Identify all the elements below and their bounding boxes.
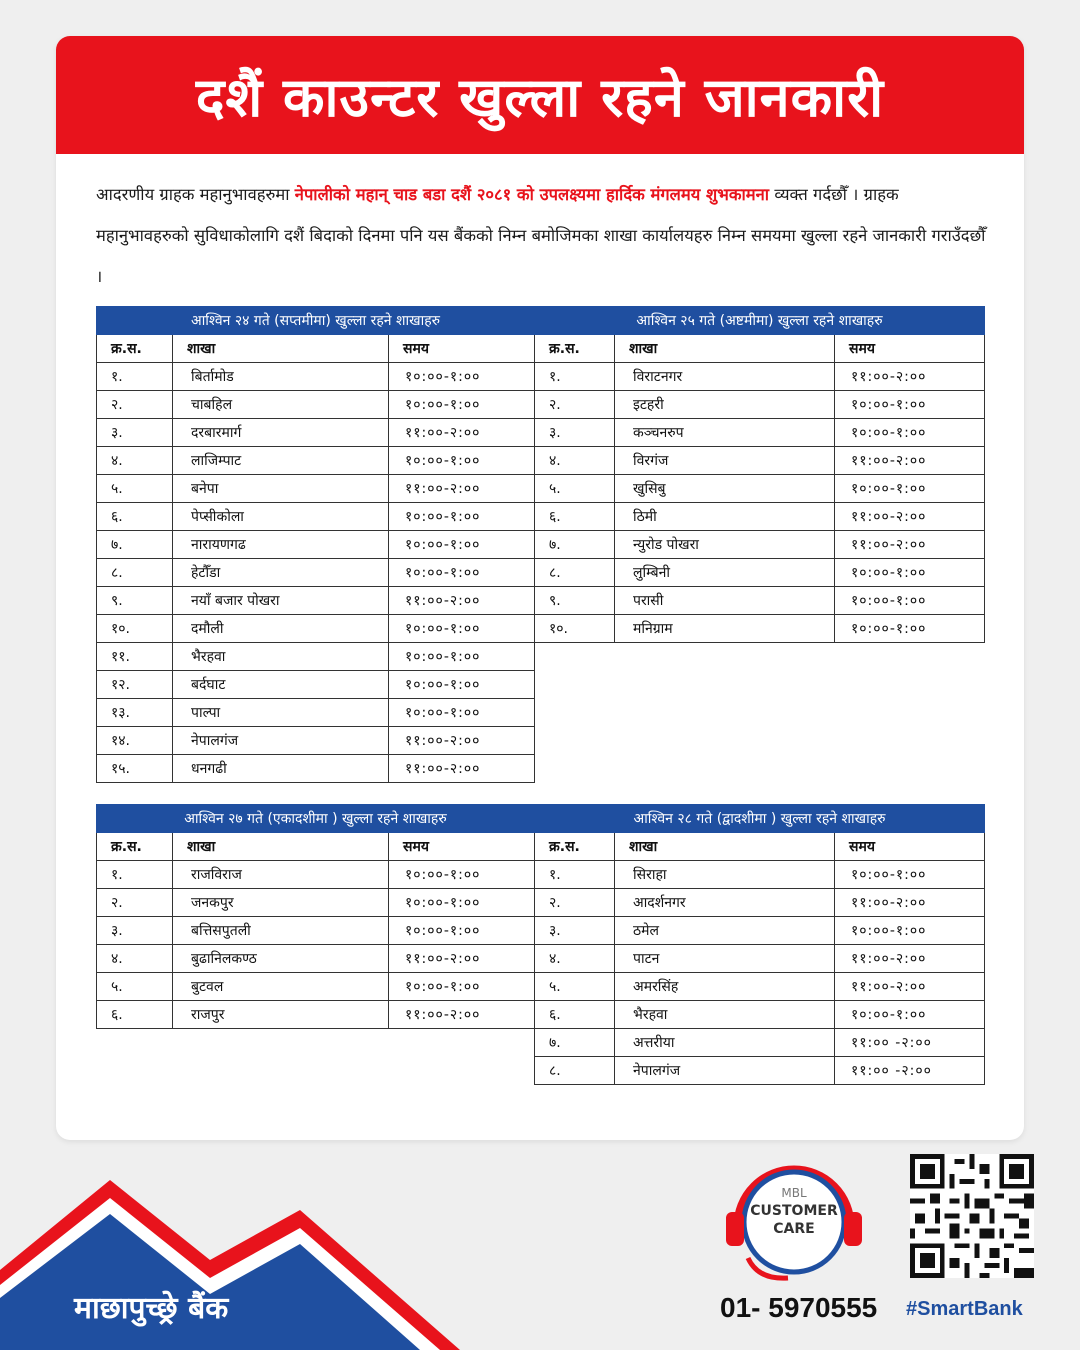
schedule-table-2 (534, 306, 985, 643)
table-caption: आश्विन २४ गते (सप्तमीमा) खुल्ला रहने शाखाहरु (97, 307, 535, 335)
serial-cell: ११. (97, 643, 173, 671)
schedule-table-3 (96, 804, 535, 1029)
column-header-time: समय (835, 833, 985, 861)
serial-cell: ८. (535, 1057, 615, 1085)
table-row (535, 917, 985, 945)
branch-cell: परासी (615, 587, 835, 615)
column-header-time: समय (835, 335, 985, 363)
serial-cell: ४. (535, 945, 615, 973)
intro-text-2: व्यक्त गर्दछौँ । ग्राहक महानुभावहरुको सुविधाकोलागि दशैं बिदाको दिनमा पनि यस बैंकको निम्न बमोजिमका शाखा कार्यालयहरु निम्न समयमा खुल्ला रहने जानकारी गराउँदछौँ । (96, 185, 986, 286)
branch-cell: नारायणगढ (173, 531, 389, 559)
schedule-table-1 (96, 306, 535, 783)
serial-cell: १०. (535, 615, 615, 643)
serial-cell: ३. (97, 917, 173, 945)
table-row (97, 755, 535, 783)
table-row (535, 363, 985, 391)
time-cell: ११:००-२:०० (835, 889, 985, 917)
phone-number[interactable]: 01- 5970555 (720, 1292, 878, 1323)
table-row (535, 861, 985, 889)
time-cell: १०:००-१:०० (835, 861, 985, 889)
time-cell: ११:००-२:०० (835, 531, 985, 559)
schedule-table-4 (534, 804, 985, 1085)
time-cell: १०:००-१:०० (389, 973, 535, 1001)
serial-cell: १३. (97, 699, 173, 727)
time-cell: ११:००-२:०० (835, 503, 985, 531)
time-cell: १०:००-१:०० (389, 503, 535, 531)
page-title: दशैं काउन्टर खुल्ला रहने जानकारी (195, 66, 885, 129)
table-row (97, 889, 535, 917)
branch-cell: लुम्बिनी (615, 559, 835, 587)
title-banner (56, 36, 1024, 154)
column-header-branch: शाखा (615, 833, 835, 861)
branch-cell: अत्तरीया (615, 1029, 835, 1057)
time-cell: ११:००-२:०० (389, 1001, 535, 1029)
time-cell: ११:००-२:०० (835, 363, 985, 391)
table-row (97, 1001, 535, 1029)
serial-cell: १५. (97, 755, 173, 783)
table-row (97, 699, 535, 727)
serial-cell: १०. (97, 615, 173, 643)
serial-cell: ५. (97, 973, 173, 1001)
serial-cell: ७. (535, 1029, 615, 1057)
serial-cell: ५. (97, 475, 173, 503)
serial-cell: ४. (535, 447, 615, 475)
branch-cell: दरबारमार्ग (173, 419, 389, 447)
time-cell: ११:०० -२:०० (835, 1057, 985, 1085)
branch-cell: बुटवल (173, 973, 389, 1001)
column-header-sn: क्र.स. (97, 335, 173, 363)
table-row (97, 643, 535, 671)
table-caption: आश्विन २५ गते (अष्टमीमा) खुल्ला रहने शाखाहरु (535, 307, 985, 335)
branch-cell: नयाँ बजार पोखरा (173, 587, 389, 615)
column-header-branch: शाखा (173, 335, 389, 363)
bank-name: माछापुच्छ्रे बैंक (74, 1291, 229, 1326)
table-row (97, 503, 535, 531)
time-cell: ११:०० -२:०० (835, 1029, 985, 1057)
serial-cell: १. (535, 861, 615, 889)
serial-cell: १. (535, 363, 615, 391)
table-row (97, 587, 535, 615)
time-cell: १०:००-१:०० (389, 643, 535, 671)
serial-cell: ८. (535, 559, 615, 587)
table-row (97, 861, 535, 889)
table-row (535, 973, 985, 1001)
serial-cell: ६. (535, 503, 615, 531)
time-cell: १०:००-१:०० (389, 615, 535, 643)
qr-code-icon[interactable] (910, 1154, 1034, 1278)
branch-cell: पेप्सीकोला (173, 503, 389, 531)
branch-cell: बत्तिसपुतली (173, 917, 389, 945)
time-cell: ११:००-२:०० (389, 755, 535, 783)
branch-cell: धनगढी (173, 755, 389, 783)
serial-cell: ५. (535, 973, 615, 1001)
time-cell: १०:००-१:०० (389, 363, 535, 391)
intro-highlight: नेपालीको महान् चाड बडा दशैं २०८१ को उपलक्ष्यमा हार्दिक मंगलमय शुभकामना (294, 185, 770, 204)
time-cell: १०:००-१:०० (389, 671, 535, 699)
serial-cell: ३. (535, 917, 615, 945)
table-caption: आश्विन २८ गते (द्वादशीमा ) खुल्ला रहने शाखाहरु (535, 805, 985, 833)
column-header-branch: शाखा (173, 833, 389, 861)
table-row (97, 363, 535, 391)
time-cell: ११:००-२:०० (389, 587, 535, 615)
branch-cell: विराटनगर (615, 363, 835, 391)
serial-cell: ६. (97, 1001, 173, 1029)
branch-cell: भैरहवा (173, 643, 389, 671)
serial-cell: १२. (97, 671, 173, 699)
branch-cell: ठमेल (615, 917, 835, 945)
branch-cell: कञ्चनरुप (615, 419, 835, 447)
table-row (97, 559, 535, 587)
serial-cell: ९. (535, 587, 615, 615)
customer-care-label (742, 1184, 846, 1238)
time-cell: १०:००-१:०० (389, 531, 535, 559)
branch-cell: बिर्तामोड (173, 363, 389, 391)
table-row (97, 391, 535, 419)
serial-cell: २. (535, 889, 615, 917)
time-cell: ११:००-२:०० (835, 945, 985, 973)
time-cell: १०:००-१:०० (389, 699, 535, 727)
branch-cell: हेटौँडा (173, 559, 389, 587)
branch-cell: राजविराज (173, 861, 389, 889)
care-line1-text: CUSTOMER (750, 1203, 838, 1219)
table-row (97, 531, 535, 559)
table-row (97, 945, 535, 973)
time-cell: ११:००-२:०० (835, 973, 985, 1001)
intro-paragraph (96, 174, 988, 297)
table-row (535, 1029, 985, 1057)
branch-cell: विरगंज (615, 447, 835, 475)
column-header-sn: क्र.स. (535, 833, 615, 861)
column-header-branch: शाखा (615, 335, 835, 363)
time-cell: १०:००-१:०० (835, 917, 985, 945)
mountain-logo-icon (0, 1170, 460, 1350)
time-cell: १०:००-१:०० (835, 391, 985, 419)
time-cell: १०:००-१:०० (389, 917, 535, 945)
branch-cell: बुढानिलकण्ठ (173, 945, 389, 973)
time-cell: १०:००-१:०० (389, 391, 535, 419)
time-cell: १०:००-१:०० (835, 419, 985, 447)
time-cell: ११:००-२:०० (389, 727, 535, 755)
time-cell: ११:००-२:०० (389, 419, 535, 447)
branch-cell: चाबहिल (173, 391, 389, 419)
column-header-sn: क्र.स. (535, 335, 615, 363)
time-cell: १०:००-१:०० (389, 447, 535, 475)
time-cell: ११:००-२:०० (389, 945, 535, 973)
table-row (97, 615, 535, 643)
column-header-sn: क्र.स. (97, 833, 173, 861)
care-line2-text: CARE (773, 1221, 815, 1237)
table-row (535, 889, 985, 917)
time-cell: ११:००-२:०० (389, 475, 535, 503)
serial-cell: ६. (97, 503, 173, 531)
table-row (535, 447, 985, 475)
serial-cell: ६. (535, 1001, 615, 1029)
smartbank-hashtag: #SmartBank (906, 1298, 1023, 1320)
intro-text-1: आदरणीय ग्राहक महानुभावहरुमा (96, 185, 295, 204)
time-cell: १०:००-१:०० (835, 615, 985, 643)
branch-cell: खुसिबु (615, 475, 835, 503)
table-row (535, 531, 985, 559)
serial-cell: २. (97, 391, 173, 419)
table-row (97, 447, 535, 475)
serial-cell: ४. (97, 447, 173, 475)
branch-cell: सिराहा (615, 861, 835, 889)
table-row (97, 671, 535, 699)
serial-cell: ५. (535, 475, 615, 503)
branch-cell: जनकपुर (173, 889, 389, 917)
table-row (97, 419, 535, 447)
branch-cell: पाल्पा (173, 699, 389, 727)
care-top-text: MBL (781, 1186, 807, 1200)
serial-cell: २. (535, 391, 615, 419)
serial-cell: ४. (97, 945, 173, 973)
serial-cell: ७. (535, 531, 615, 559)
table-row (535, 503, 985, 531)
column-header-time: समय (389, 335, 535, 363)
time-cell: १०:००-१:०० (389, 889, 535, 917)
table-row (535, 615, 985, 643)
table-row (97, 475, 535, 503)
table-row (535, 419, 985, 447)
branch-cell: लाजिम्पाट (173, 447, 389, 475)
serial-cell: १. (97, 861, 173, 889)
branch-cell: इटहरी (615, 391, 835, 419)
branch-cell: राजपुर (173, 1001, 389, 1029)
serial-cell: १४. (97, 727, 173, 755)
serial-cell: १. (97, 363, 173, 391)
table-row (97, 727, 535, 755)
branch-cell: अमरसिंह (615, 973, 835, 1001)
table-row (535, 391, 985, 419)
branch-cell: पाटन (615, 945, 835, 973)
table-row (97, 917, 535, 945)
serial-cell: ७. (97, 531, 173, 559)
time-cell: १०:००-१:०० (835, 559, 985, 587)
branch-cell: दमौली (173, 615, 389, 643)
table-row (535, 587, 985, 615)
time-cell: १०:००-१:०० (835, 1001, 985, 1029)
serial-cell: २. (97, 889, 173, 917)
serial-cell: ८. (97, 559, 173, 587)
branch-cell: नेपालगंज (173, 727, 389, 755)
time-cell: १०:००-१:०० (389, 861, 535, 889)
serial-cell: ३. (535, 419, 615, 447)
time-cell: १०:००-१:०० (835, 587, 985, 615)
branch-cell: बर्दघाट (173, 671, 389, 699)
branch-cell: भैरहवा (615, 1001, 835, 1029)
time-cell: ११:००-२:०० (835, 447, 985, 475)
table-row (535, 1057, 985, 1085)
branch-cell: न्युरोड पोखरा (615, 531, 835, 559)
table-row (97, 973, 535, 1001)
branch-cell: नेपालगंज (615, 1057, 835, 1085)
table-row (535, 1001, 985, 1029)
time-cell: १०:००-१:०० (835, 475, 985, 503)
table-row (535, 945, 985, 973)
branch-cell: आदर्शनगर (615, 889, 835, 917)
branch-cell: मनिग्राम (615, 615, 835, 643)
time-cell: १०:००-१:०० (389, 559, 535, 587)
serial-cell: ९. (97, 587, 173, 615)
branch-cell: बनेपा (173, 475, 389, 503)
table-row (535, 559, 985, 587)
table-caption: आश्विन २७ गते (एकादशीमा ) खुल्ला रहने शाखाहरु (97, 805, 535, 833)
table-row (535, 475, 985, 503)
column-header-time: समय (389, 833, 535, 861)
serial-cell: ३. (97, 419, 173, 447)
branch-cell: ठिमी (615, 503, 835, 531)
